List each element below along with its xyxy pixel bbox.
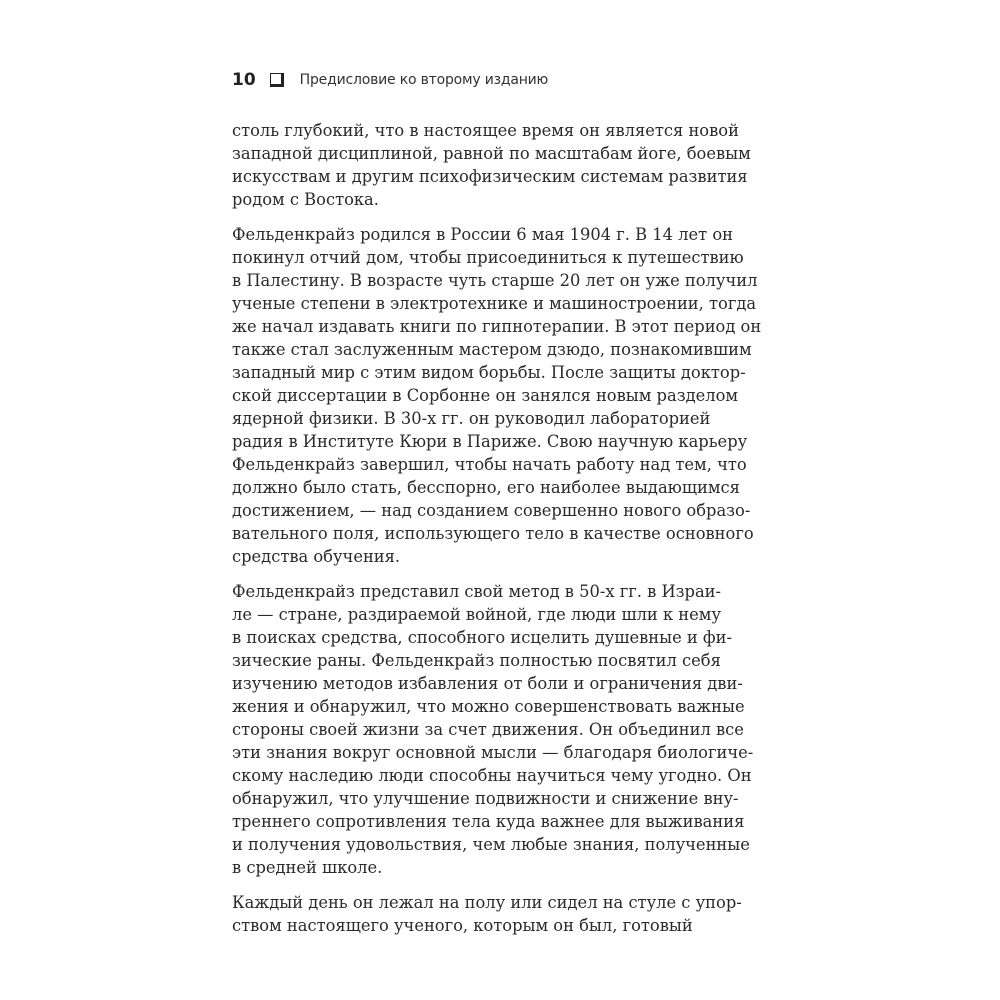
text-line: в Палестину. В возрасте чуть старше 20 лет он уже получил xyxy=(232,271,758,290)
text-line: родом с Востока. xyxy=(232,190,379,209)
page-body xyxy=(232,119,769,937)
text-line: столь глубокий, что в настоящее время он является новой xyxy=(232,121,739,140)
text-line: достижением, — над созданием совершенно нового образо- xyxy=(232,501,751,520)
text-line: покинул отчий дом, чтобы присоединиться к путешествию xyxy=(232,248,744,267)
text-line: радия в Институте Кюри в Париже. Свою научную карьеру xyxy=(232,432,748,451)
text-line: также стал заслуженным мастером дзюдо, познакомившим xyxy=(232,340,752,359)
text-line: ле — стране, раздираемой войной, где люди шли к нему xyxy=(232,605,722,624)
paragraph xyxy=(232,223,769,568)
paragraph xyxy=(232,580,769,879)
paragraph-gap xyxy=(232,879,769,891)
text-line: должно было стать, бесспорно, его наиболее выдающимся xyxy=(232,478,740,497)
text-line: обнаружил, что улучшение подвижности и снижение вну- xyxy=(232,789,739,808)
running-header xyxy=(232,68,548,92)
text-line: Фельденкрайз завершил, чтобы начать работу над тем, что xyxy=(232,455,747,474)
text-line: ученые степени в электротехнике и машиностроении, тогда xyxy=(232,294,757,313)
text-line: ской диссертации в Сорбонне он занялся новым разделом xyxy=(232,386,739,405)
text-line: Фельденкрайз представил свой метод в 50-х гг. в Израи- xyxy=(232,582,722,601)
text-line: в поисках средства, способного исцелить душевные и фи- xyxy=(232,628,733,647)
text-line: искусствам и другим психофизическим системам развития xyxy=(232,167,748,186)
text-line: ядерной физики. В 30-х гг. он руководил лабораторией xyxy=(232,409,711,428)
running-title: Предисловие ко второму изданию xyxy=(299,72,549,88)
text-line: стороны своей жизни за счет движения. Он объединил все xyxy=(232,720,744,739)
text-line: вательного поля, использующего тело в качестве основного xyxy=(232,524,754,543)
text-line: жения и обнаружил, что можно совершенствовать важные xyxy=(232,697,745,716)
page-number: 10 xyxy=(232,70,256,90)
text-line: западной дисциплиной, равной по масштабам йоге, боевым xyxy=(232,144,751,163)
paragraph-gap xyxy=(232,568,769,580)
text-line: западный мир с этим видом борьбы. После защиты доктор- xyxy=(232,363,746,382)
text-line: же начал издавать книги по гипнотерапии. В этот период он xyxy=(232,317,762,336)
paragraph xyxy=(232,891,769,937)
text-line: зические раны. Фельденкрайз полностью посвятил себя xyxy=(232,651,721,670)
paragraph-gap xyxy=(232,211,769,223)
text-line: в средней школе. xyxy=(232,858,383,877)
text-line: скому наследию люди способны научиться чему угодно. Он xyxy=(232,766,752,785)
text-line: Каждый день он лежал на полу или сидел на стуле с упор- xyxy=(232,893,742,912)
text-line: средства обучения. xyxy=(232,547,401,566)
text-line: эти знания вокруг основной мысли — благодаря биологиче- xyxy=(232,743,754,762)
text-line: треннего сопротивления тела куда важнее для выживания xyxy=(232,812,745,831)
text-line: и получения удовольствия, чем любые знания, полученные xyxy=(232,835,750,854)
text-line: ством настоящего ученого, которым он был, готовый xyxy=(232,916,693,935)
text-line: изучению методов избавления от боли и ограничения дви- xyxy=(232,674,743,693)
square-bullet-icon xyxy=(270,73,284,87)
text-line: Фельденкрайз родился в России 6 мая 1904 г. В 14 лет он xyxy=(232,225,733,244)
paragraph xyxy=(232,119,769,211)
